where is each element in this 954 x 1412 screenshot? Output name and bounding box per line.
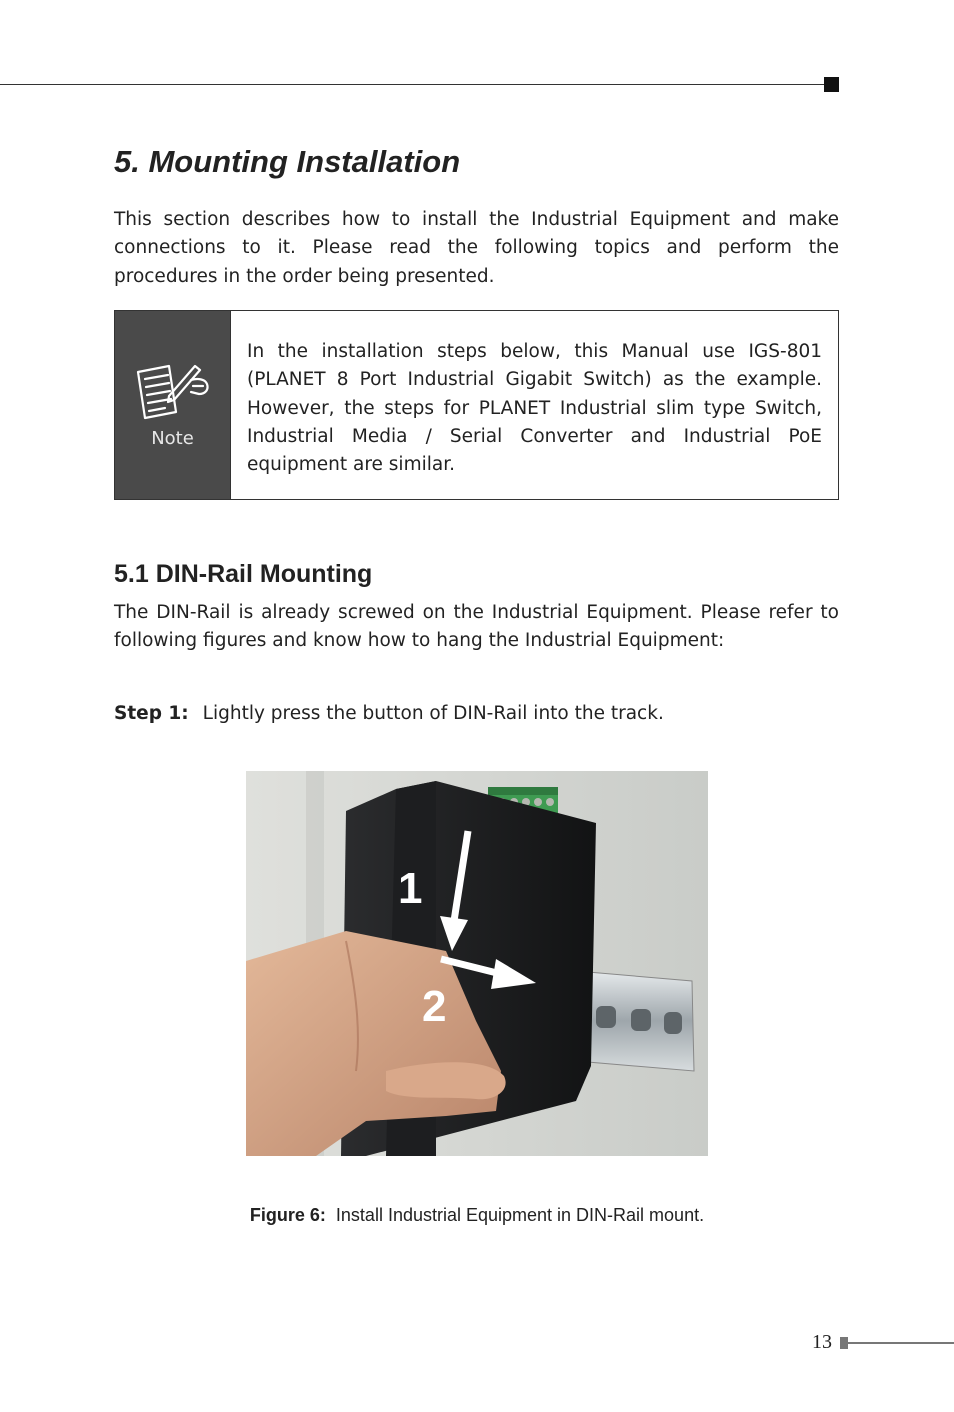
footer-square-marker bbox=[840, 1337, 848, 1349]
section-title: 5. Mounting Installation bbox=[114, 144, 461, 179]
step-1 bbox=[114, 700, 664, 728]
note-label: Note bbox=[151, 427, 194, 449]
figure-caption-label: Figure 6: bbox=[249, 1205, 326, 1225]
note-box bbox=[114, 310, 839, 500]
figure-caption bbox=[0, 1205, 954, 1226]
subsection-body: The DIN-Rail is already screwed on the Industrial Equipment. Please refer to following figures and know how to hang the Industrial Equipment: bbox=[114, 602, 839, 652]
header-rule bbox=[0, 84, 824, 85]
subsection-title: 5.1 DIN-Rail Mounting bbox=[114, 560, 373, 588]
section-intro: This section describes how to install the Industrial Equipment and make connections to it. Please read the following topics and perform the procedures in the order being presented. bbox=[114, 209, 839, 287]
step-1-label: Step 1: bbox=[114, 703, 189, 724]
note-text: In the installation steps below, this Manual use IGS-801 (PLANET 8 Port Industrial Gigabit Switch) as the example. However, the steps for PLANET Industrial slim type Switch, Industrial Media / Serial Converter and Industrial PoE equipment are similar. bbox=[247, 341, 822, 476]
marker-1: 1 bbox=[398, 864, 423, 913]
header-square-marker bbox=[824, 77, 839, 92]
footer-rule bbox=[848, 1342, 954, 1344]
figure-caption-text: Install Industrial Equipment in DIN-Rail mount. bbox=[335, 1205, 705, 1225]
note-pen-icon bbox=[135, 362, 211, 424]
page-number: 13 bbox=[812, 1331, 832, 1353]
din-rail bbox=[576, 971, 694, 1071]
note-sidebar bbox=[115, 311, 231, 499]
step-1-text: Lightly press the button of DIN-Rail into the track. bbox=[202, 703, 664, 724]
marker-2: 2 bbox=[422, 982, 447, 1031]
din-rail-photo bbox=[246, 771, 708, 1156]
